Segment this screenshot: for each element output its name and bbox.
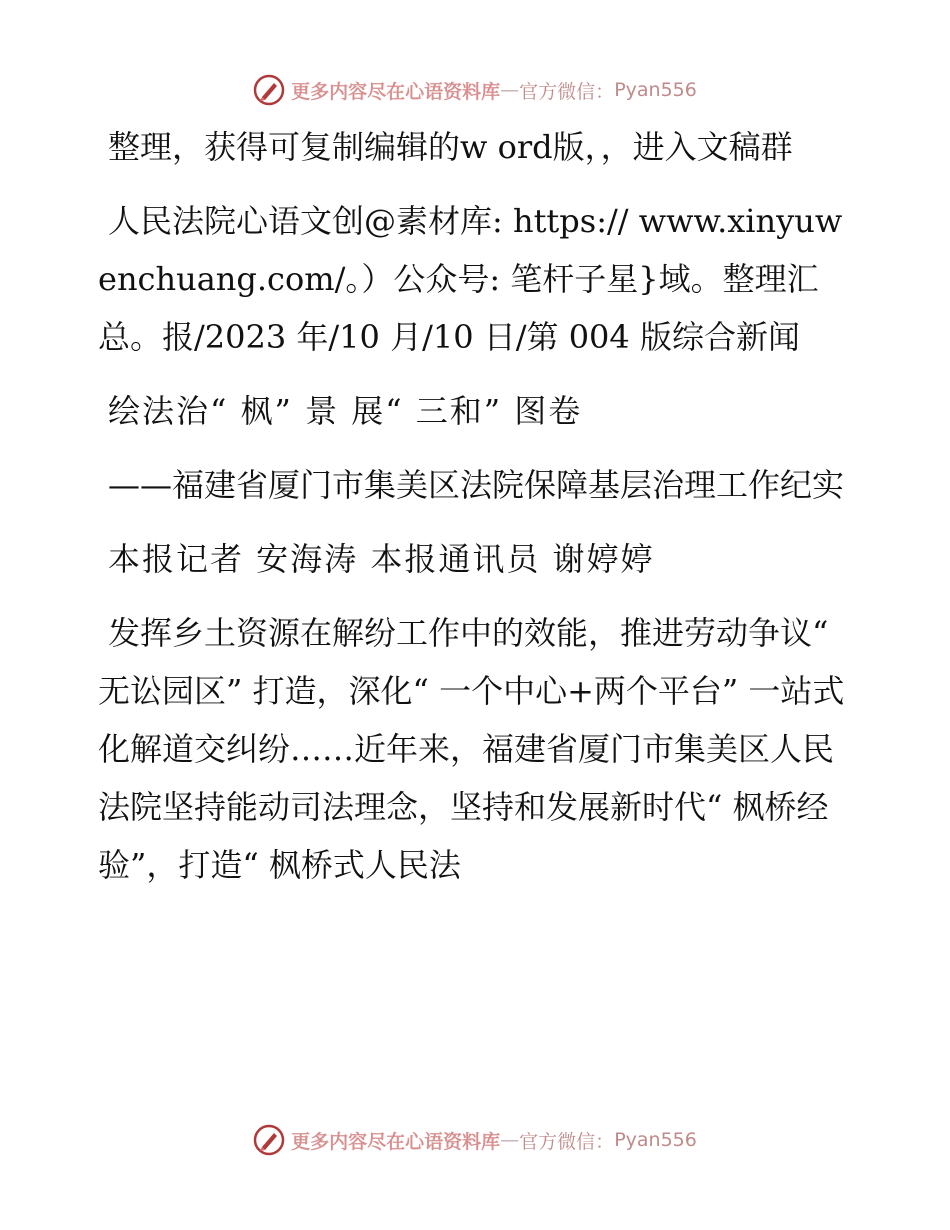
watermark-official: 官方微信： bbox=[519, 80, 615, 103]
watermark-banner-top bbox=[0, 70, 950, 110]
article-subtitle: ——福建省厦门市集美区法院保障基层治理工作纪实 bbox=[108, 466, 845, 504]
pen-logo-icon bbox=[253, 1124, 285, 1156]
watermark-official: 官方微信： bbox=[519, 1130, 615, 1153]
watermark-wechat-id: Pyan556 bbox=[614, 1129, 697, 1151]
watermark-dash: — bbox=[500, 79, 520, 101]
pen-logo-icon bbox=[253, 74, 285, 106]
document-body bbox=[98, 118, 858, 910]
watermark-dash: — bbox=[500, 1129, 520, 1151]
article-lead-paragraph: 发挥乡土资源在解纷工作中的效能，推进劳动争议“ 无讼园区” 打造，深化“ 一个中心+两个平台” 一站式化解道交纠纷……近年来，福建省厦门市集美区人民法院坚持能动司法理念，坚持和发展新时代“ 枫桥经验”，打造“ 枫桥式人民法 bbox=[98, 614, 845, 884]
watermark-brand: 更多内容尽在心语资料库 bbox=[291, 80, 501, 103]
watermark-brand: 更多内容尽在心语资料库 bbox=[291, 1130, 501, 1153]
article-title: 绘法治“ 枫” 景 展“ 三和” 图卷 bbox=[108, 392, 583, 430]
watermark-banner-bottom bbox=[0, 1120, 950, 1160]
article-byline: 本报记者 安海涛 本报通讯员 谢婷婷 bbox=[108, 540, 655, 578]
paragraph-source: 人民法院心语文创@素材库: https:// www.xinyuwenchuang.com/。）公众号: 笔杆子星}域。整理汇总。报/2023 年/10 月/10 日/第 004 版综合新闻 bbox=[98, 202, 843, 356]
paragraph-intro: 整理，获得可复制编辑的w ord版，，进入文稿群 bbox=[108, 128, 793, 166]
watermark-wechat-id: Pyan556 bbox=[614, 79, 697, 101]
